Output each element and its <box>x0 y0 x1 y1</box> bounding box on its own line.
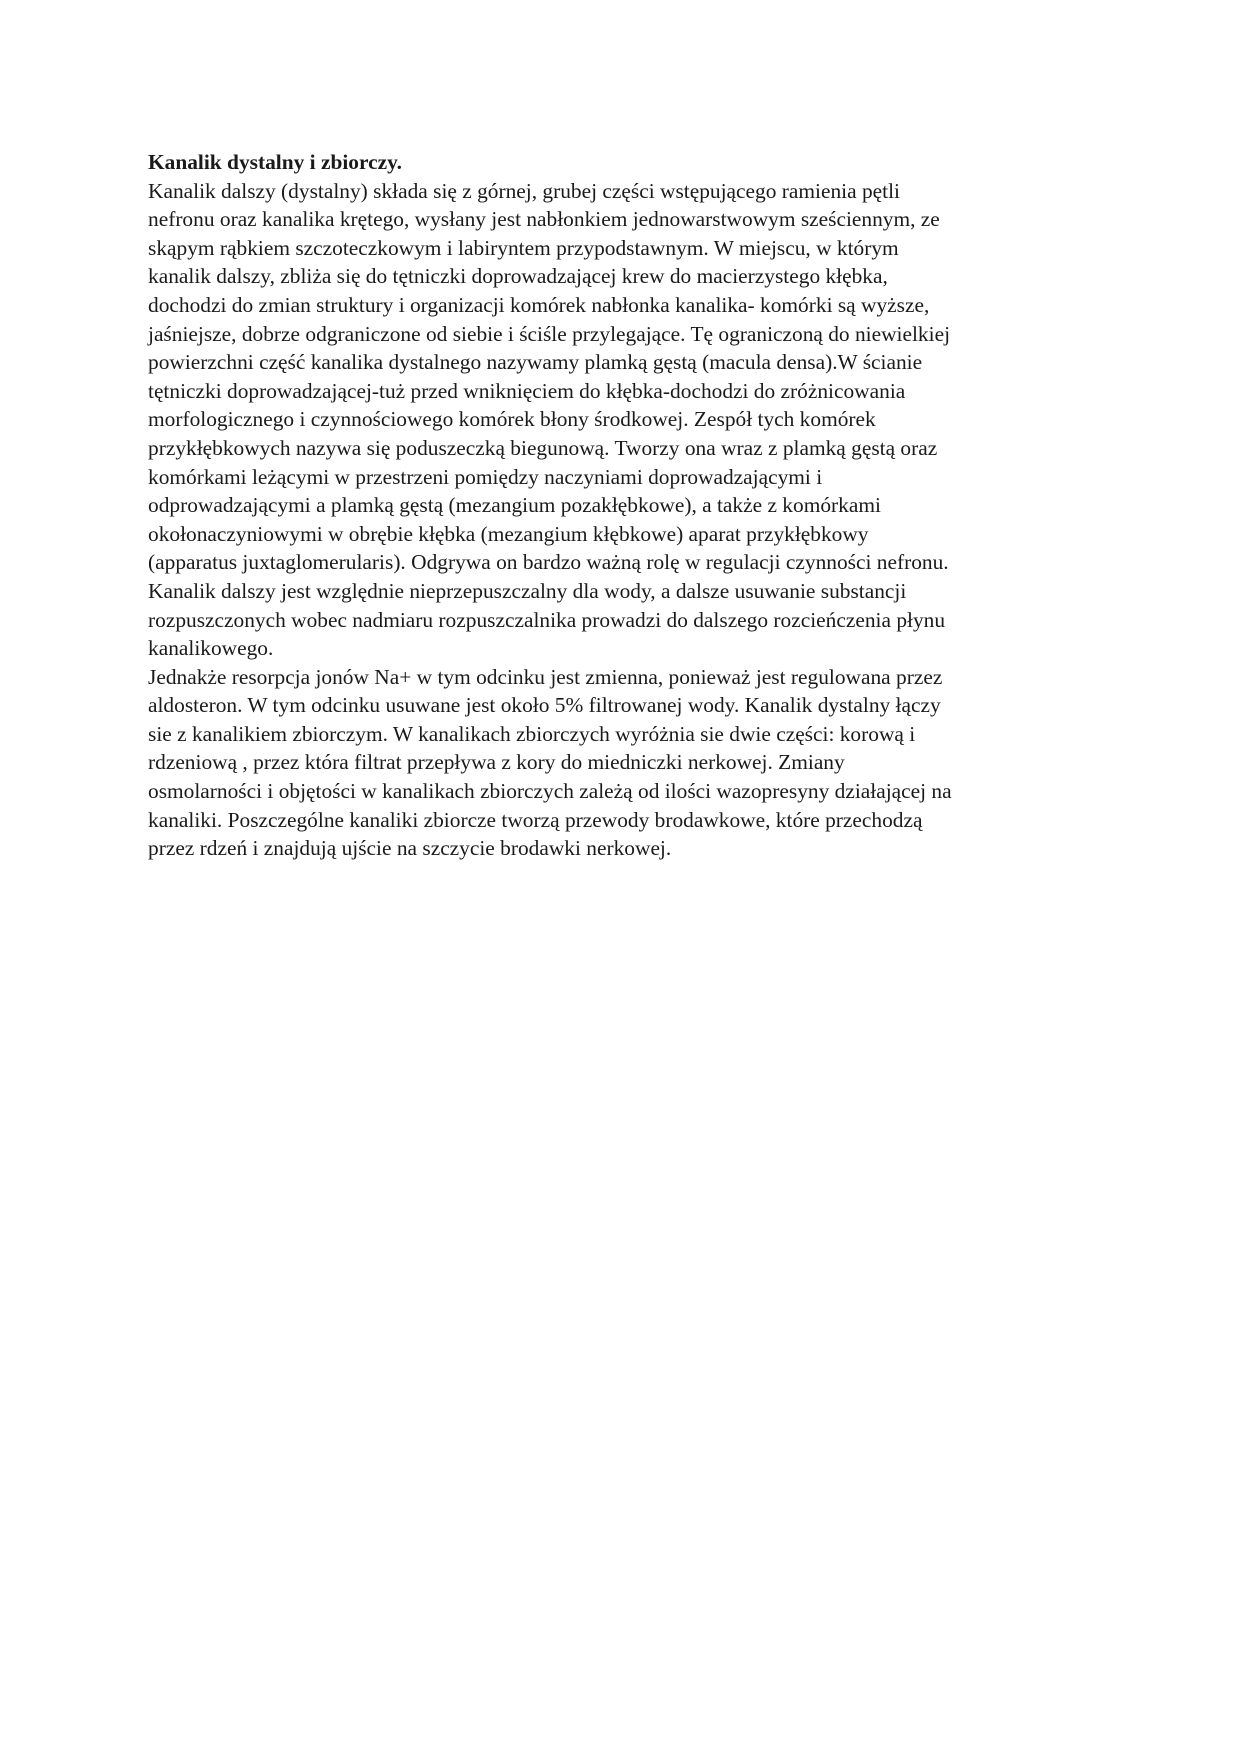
text-line: dochodzi do zmian struktury i organizacji komórek nabłonka kanalika- komórki są wyższe, <box>148 292 930 317</box>
text-line: okołonaczyniowymi w obrębie kłębka (mezangium kłębkowe) aparat przykłębkowy <box>148 521 869 546</box>
text-line: aldosteron. W tym odcinku usuwane jest około 5% filtrowanej wody. Kanalik dystalny łączy <box>148 693 941 718</box>
paragraph-2 <box>148 663 1092 863</box>
text-line: Kanalik dalszy jest względnie nieprzepuszczalny dla wody, a dalsze usuwanie substancji <box>148 578 907 603</box>
text-line: odprowadzającymi a plamką gęstą (mezangium pozakłębkowe), a także z komórkami <box>148 493 881 518</box>
text-line: morfologicznego i czynnościowego komórek błony środkowej. Zespół tych komórek <box>148 407 876 432</box>
document-body <box>148 148 1092 863</box>
text-line: (apparatus juxtaglomerularis). Odgrywa on bardzo ważną rolę w regulacji czynności nefronu. <box>148 550 949 575</box>
text-line: nefronu oraz kanalika krętego, wysłany jest nabłonkiem jednowarstwowym sześciennym, ze <box>148 207 940 232</box>
text-line: komórkami leżącymi w przestrzeni pomiędzy naczyniami doprowadzającymi i <box>148 464 823 489</box>
text-line: Jednakże resorpcja jonów Na+ w tym odcinku jest zmienna, ponieważ jest regulowana przez <box>148 664 943 689</box>
text-line: tętniczki doprowadzającej-tuż przed wniknięciem do kłębka-dochodzi do zróżnicowania <box>148 378 906 403</box>
text-line: kanalik dalszy, zbliża się do tętniczki doprowadzającej krew do macierzystego kłębka, <box>148 264 888 289</box>
document-title: Kanalik dystalny i zbiorczy. <box>148 150 402 174</box>
paragraph-1 <box>148 177 1092 663</box>
text-line: powierzchni część kanalika dystalnego nazywamy plamką gęstą (macula densa).W ścianie <box>148 350 923 375</box>
text-line: kanaliki. Poszczególne kanaliki zbiorcze tworzą przewody brodawkowe, które przechodzą <box>148 807 923 832</box>
text-line: przykłębkowych nazywa się poduszeczką biegunową. Tworzy ona wraz z plamką gęstą oraz <box>148 435 938 460</box>
text-line: przez rdzeń i znajdują ujście na szczycie brodawki nerkowej. <box>148 836 672 861</box>
text-line: rdzeniową , przez która filtrat przepływa z kory do miedniczki nerkowej. Zmiany <box>148 750 845 775</box>
text-line: Kanalik dalszy (dystalny) składa się z górnej, grubej części wstępującego ramienia pętli <box>148 178 900 203</box>
text-line: rozpuszczonych wobec nadmiaru rozpuszczalnika prowadzi do dalszego rozcieńczenia płynu <box>148 607 946 632</box>
text-line: jaśniejsze, dobrze odgraniczone od siebie i ściśle przylegające. Tę ograniczoną do niewielkiej <box>148 321 951 346</box>
text-line: osmolarności i objętości w kanalikach zbiorczych zależą od ilości wazopresyny działającej na <box>148 779 952 804</box>
text-line: kanalikowego. <box>148 636 274 661</box>
text-line: sie z kanalikiem zbiorczym. W kanalikach zbiorczych wyróżnia sie dwie części: korową i <box>148 721 916 746</box>
text-line: skąpym rąbkiem szczoteczkowym i labiryntem przypodstawnym. W miejscu, w którym <box>148 235 899 260</box>
